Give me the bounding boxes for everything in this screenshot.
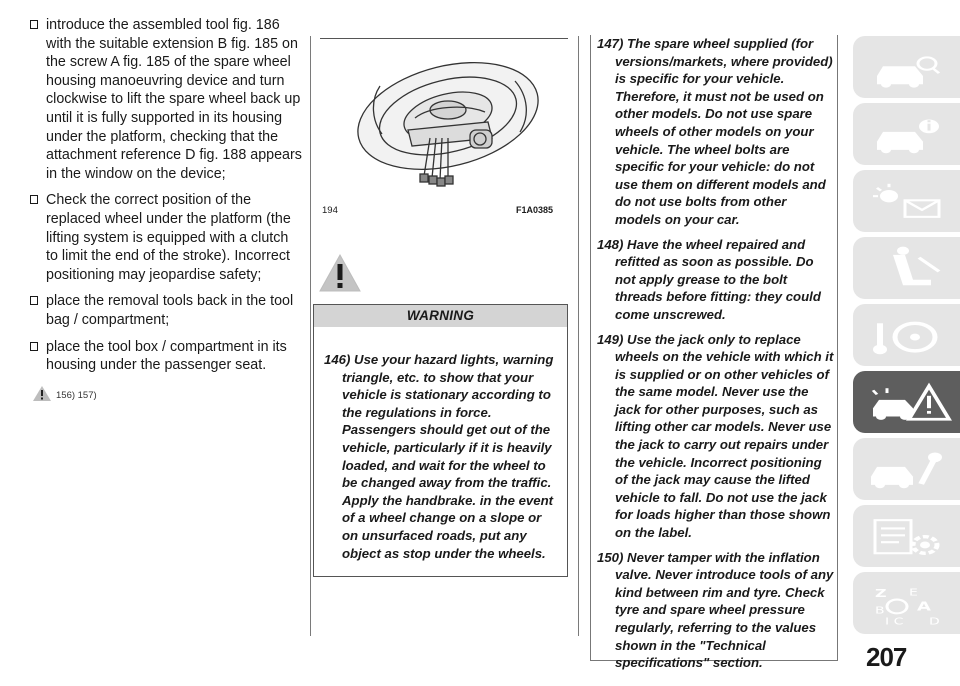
bullet-text: place the removal tools back in the tool bag / compartment; — [46, 293, 294, 328]
bullet-item — [30, 292, 302, 329]
warning-note: 147) The spare wheel supplied (for versions/markets, where provided) is specific for your vehicle. Therefore, it must not be used on other models. Do not use spare wheels of other models on your vehicle. The wheel bolts are specific for your vehicle: do not use them on different models and do not use bolts from other models on your car. — [597, 36, 833, 227]
bullet-text: Check the correct position of the replaced wheel under the platform (the lifting system is equipped with a clutch to limit the end of the stroke). Incorrect positioning may jeopardise safety; — [46, 192, 291, 283]
instructions-column — [30, 16, 302, 403]
column-divider — [578, 36, 579, 636]
chapter-tab[interactable] — [853, 36, 960, 98]
svg-text:A: A — [917, 599, 931, 614]
dashboard-lights-message-icon — [853, 170, 960, 232]
bullet-text: introduce the assembled tool fig. 186 with the suitable extension B fig. 185 on the screw A fig. 185 of the spare wheel housing manoeuvring device and turn clockwise to lift the spare wheel back up until it is fully supported in its housing under the platform, checking that the attachment reference D fig. 188 appears in the window on the device; — [46, 17, 302, 182]
bullet-item — [30, 338, 302, 375]
chapter-tab[interactable] — [853, 304, 960, 366]
svg-text:B: B — [875, 604, 885, 616]
svg-text:E: E — [909, 586, 918, 598]
warning-reference-numbers: 156) 157) — [56, 389, 97, 401]
bullet-item — [30, 191, 302, 284]
svg-text:Z: Z — [875, 587, 887, 601]
warning-header: WARNING — [314, 305, 567, 327]
car-info-icon — [853, 103, 960, 165]
car-search-icon — [853, 36, 960, 98]
chapter-tab[interactable] — [853, 237, 960, 299]
warning-box — [313, 304, 568, 577]
checkbox-bullet-icon — [30, 20, 38, 29]
chapter-tab[interactable] — [853, 371, 960, 433]
column-divider — [310, 36, 311, 636]
figure-code: F1A0385 — [516, 205, 554, 215]
seat-safety-icon — [853, 237, 960, 299]
steering-key-icon — [853, 304, 960, 366]
warning-note: 146) Use your hazard lights, warning triangle, etc. to show that your vehicle is stationary according to the regulations in force. Passengers should get out of the vehicle, particularly if it is heavily loaded, and wait for the wheel to be changed away from the traffic. Apply the handbrake. in the event of a wheel change on a slope or on unsurfaced roads, put any object as stop under the wheels. — [324, 352, 554, 561]
checkbox-bullet-icon — [30, 342, 38, 351]
figure-number: 194 — [322, 205, 338, 216]
alphabetical-index-search-icon — [853, 572, 960, 634]
bullet-text: place the tool box / compartment in its housing under the passenger seat. — [46, 338, 287, 374]
chapter-tab[interactable] — [853, 170, 960, 232]
chapter-tab[interactable] — [853, 438, 960, 500]
chapter-tab[interactable] — [853, 103, 960, 165]
warning-triangle-icon — [32, 385, 52, 402]
svg-text:D: D — [929, 615, 940, 627]
car-emergency-triangle-icon — [853, 371, 960, 433]
chapter-tab[interactable] — [853, 572, 960, 634]
checkbox-bullet-icon — [30, 195, 38, 204]
warning-note: 150) Never tamper with the inflation valve. Never introduce tools of any kind between rim and tyre. Check tyre and spare wheel pressure regularly, referring to the values shown in the "Technical specifications" section. — [597, 549, 834, 671]
warning-triangle-icon — [318, 253, 362, 293]
technical-data-gear-icon — [853, 505, 960, 567]
warnings-column — [590, 35, 838, 671]
svg-text:I C: I C — [885, 615, 904, 627]
spare-wheel-lifting-device-illustration — [320, 46, 568, 206]
car-wrench-icon — [853, 438, 960, 500]
warning-note: 148) Have the wheel repaired and refitted as soon as possible. Do not apply grease to the bolt threads before fitting: they could come unscrewed. — [597, 236, 821, 322]
bullet-item — [30, 16, 302, 183]
figure-top-rule — [320, 38, 568, 39]
checkbox-bullet-icon — [30, 296, 38, 305]
warning-note: 149) Use the jack only to replace wheels on the vehicle with which it is supplied or on other vehicles of the same model. Never use the jack for other purposes, such as lifting other car models. Never use the jack to carry out repairs under the vehicle. Incorrect positioning of the jack may cause the lifted vehicle to fall. Do not use the jack for loads higher than those shown on the label. — [597, 331, 834, 541]
page-number: 207 — [866, 642, 907, 672]
warning-references — [30, 385, 302, 403]
chapter-tab[interactable] — [853, 505, 960, 567]
